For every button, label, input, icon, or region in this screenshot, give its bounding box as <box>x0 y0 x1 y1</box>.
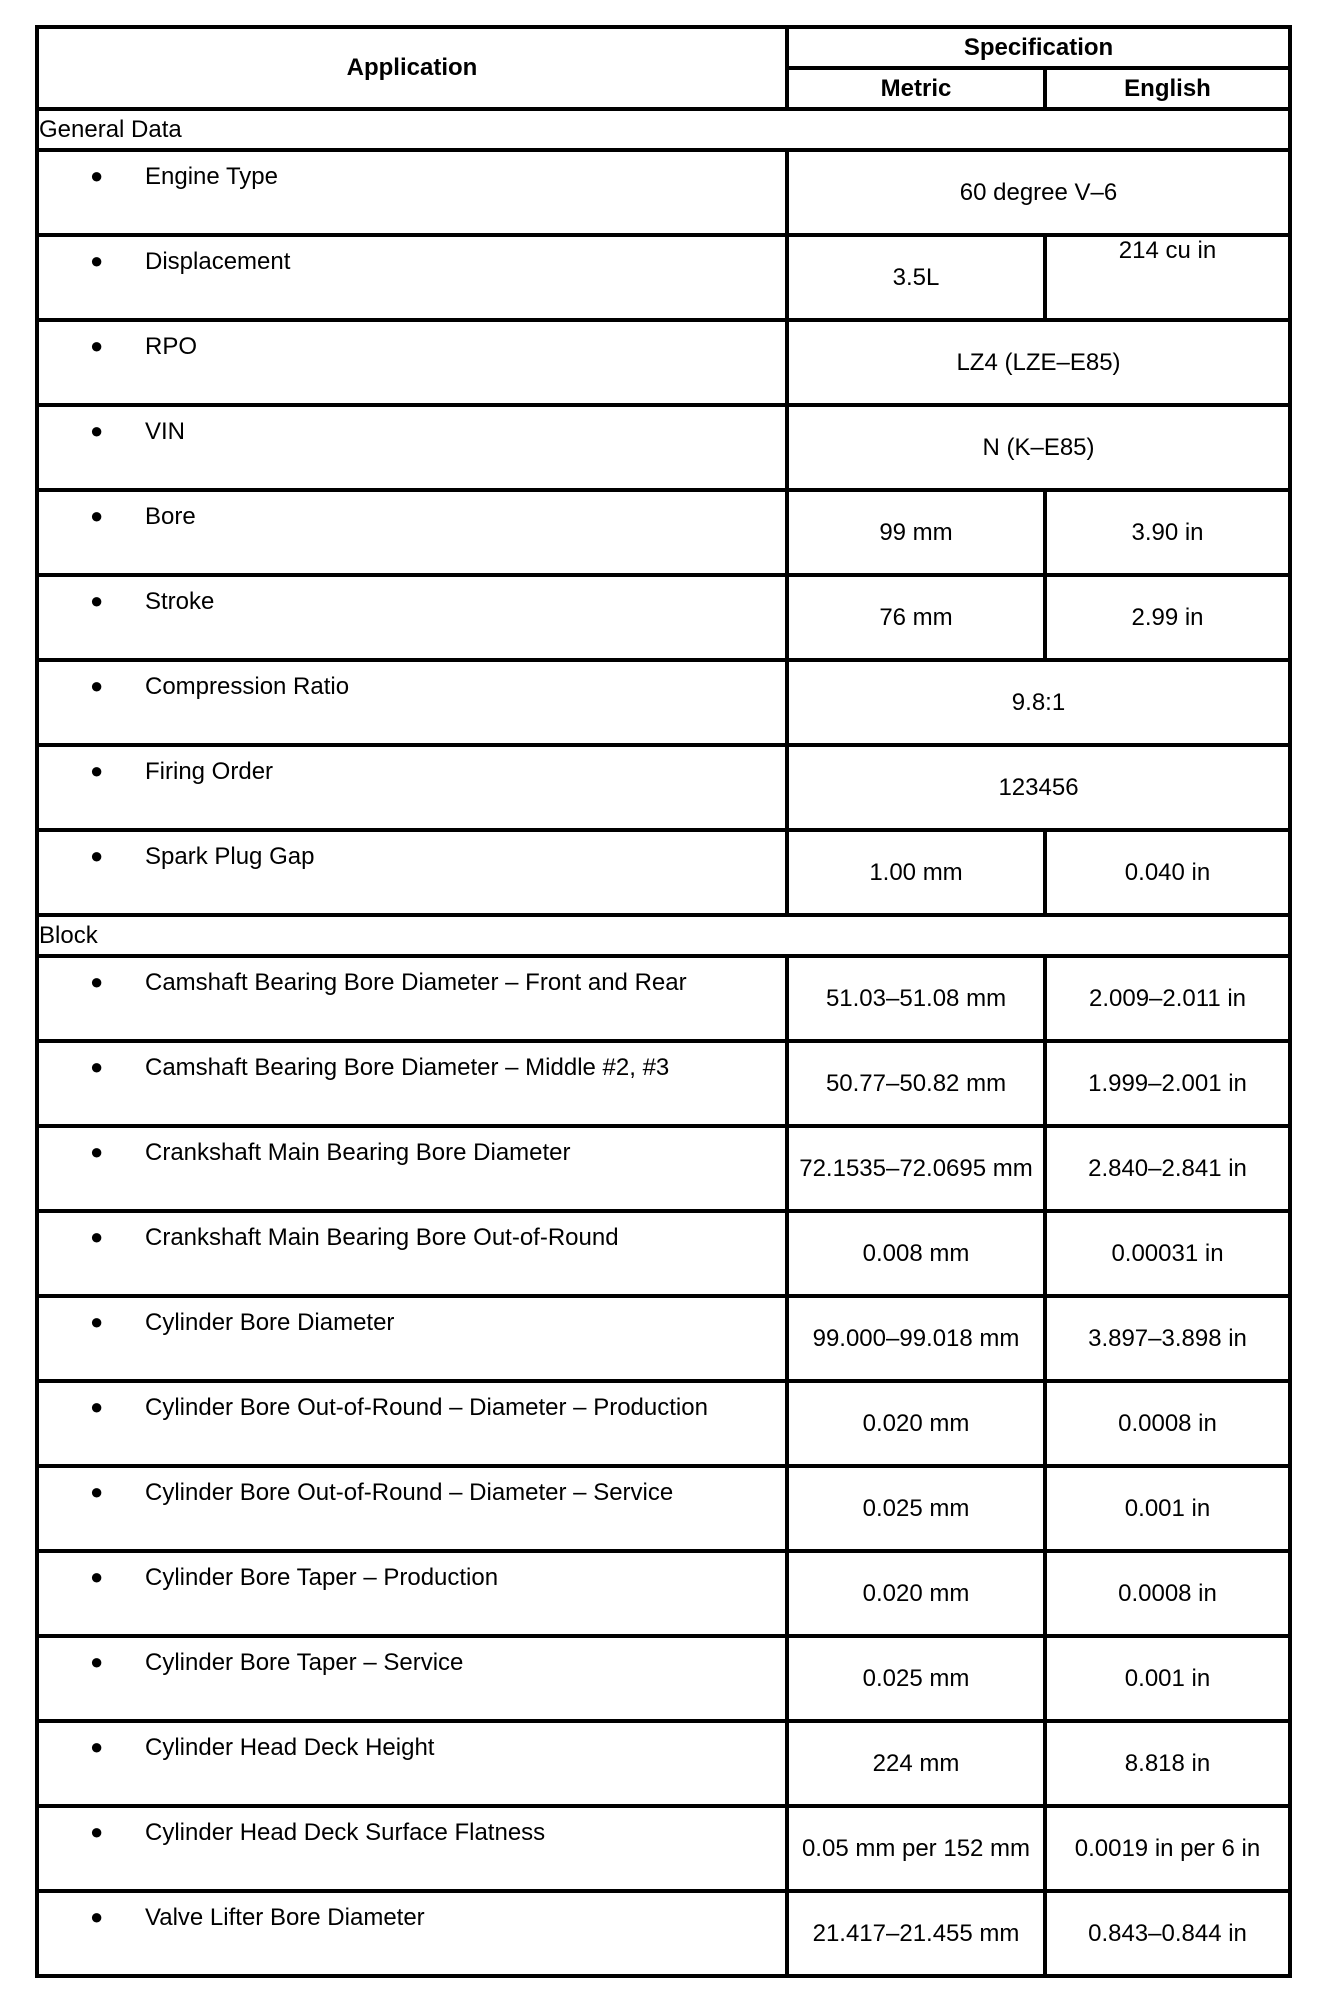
bullet-icon: ● <box>90 1734 104 1759</box>
table-row <box>37 575 1290 660</box>
english-value: 0.0008 in <box>1045 1551 1290 1636</box>
table-row <box>37 956 1290 1041</box>
application-cell <box>37 830 787 915</box>
engine-spec-table <box>35 25 1292 1978</box>
metric-value: 99.000–99.018 mm <box>787 1296 1045 1381</box>
english-value: 2.009–2.011 in <box>1045 956 1290 1041</box>
table-row <box>37 1551 1290 1636</box>
table-row <box>37 235 1290 320</box>
english-value: 214 cu in <box>1045 235 1290 320</box>
table-row <box>37 1296 1290 1381</box>
spec-value: 60 degree V–6 <box>787 150 1290 235</box>
bullet-icon: ● <box>90 1139 104 1164</box>
section-row <box>37 109 1290 150</box>
table-row <box>37 1041 1290 1126</box>
metric-value: 0.05 mm per 152 mm <box>787 1806 1045 1891</box>
row-label: Crankshaft Main Bearing Bore Out-of-Round <box>145 1224 619 1251</box>
bullet-icon: ● <box>90 588 104 613</box>
bullet-icon: ● <box>90 758 104 783</box>
row-label: Bore <box>145 503 196 530</box>
application-cell <box>37 1466 787 1551</box>
row-label: Spark Plug Gap <box>145 843 315 870</box>
row-label: Engine Type <box>145 163 278 190</box>
row-label: Displacement <box>145 248 291 275</box>
table-row <box>37 1211 1290 1296</box>
row-label: Cylinder Head Deck Height <box>145 1734 435 1761</box>
table-row <box>37 660 1290 745</box>
metric-value: 3.5L <box>787 235 1045 320</box>
application-cell <box>37 235 787 320</box>
metric-value: 0.020 mm <box>787 1381 1045 1466</box>
spec-value: LZ4 (LZE–E85) <box>787 320 1290 405</box>
english-value: 0.001 in <box>1045 1636 1290 1721</box>
english-value: 0.843–0.844 in <box>1045 1891 1290 1976</box>
row-label: Stroke <box>145 588 215 615</box>
bullet-icon: ● <box>90 1309 104 1334</box>
metric-value: 224 mm <box>787 1721 1045 1806</box>
table-row <box>37 1806 1290 1891</box>
row-label: VIN <box>145 418 186 445</box>
application-cell <box>37 1381 787 1466</box>
row-label: Valve Lifter Bore Diameter <box>145 1904 425 1931</box>
english-value: 0.001 in <box>1045 1466 1290 1551</box>
metric-value: 99 mm <box>787 490 1045 575</box>
table-row <box>37 150 1290 235</box>
metric-value: 50.77–50.82 mm <box>787 1041 1045 1126</box>
row-label: Cylinder Bore Out-of-Round – Diameter – Service <box>145 1479 674 1506</box>
application-cell <box>37 1211 787 1296</box>
application-cell <box>37 575 787 660</box>
english-value: 0.00031 in <box>1045 1211 1290 1296</box>
application-cell <box>37 745 787 830</box>
bullet-icon: ● <box>90 843 104 868</box>
table-row <box>37 830 1290 915</box>
bullet-icon: ● <box>90 1224 104 1249</box>
bullet-icon: ● <box>90 1394 104 1419</box>
application-cell <box>37 1721 787 1806</box>
bullet-icon: ● <box>90 248 104 273</box>
row-label: Firing Order <box>145 758 274 785</box>
metric-value: 0.008 mm <box>787 1211 1045 1296</box>
bullet-icon: ● <box>90 163 104 188</box>
metric-value: 51.03–51.08 mm <box>787 956 1045 1041</box>
table-row <box>37 405 1290 490</box>
english-value: 0.040 in <box>1045 830 1290 915</box>
application-header: Application <box>37 27 787 109</box>
bullet-icon: ● <box>90 418 104 443</box>
english-value: 2.99 in <box>1045 575 1290 660</box>
table-row <box>37 1891 1290 1976</box>
application-cell <box>37 490 787 575</box>
bullet-icon: ● <box>90 1819 104 1844</box>
metric-value: 0.025 mm <box>787 1636 1045 1721</box>
application-cell <box>37 1296 787 1381</box>
row-label: Cylinder Head Deck Surface Flatness <box>145 1819 546 1846</box>
english-value: 3.90 in <box>1045 490 1290 575</box>
metric-header: Metric <box>787 68 1045 109</box>
row-label: Camshaft Bearing Bore Diameter – Front and Rear <box>145 969 687 996</box>
section-row <box>37 915 1290 956</box>
application-cell <box>37 956 787 1041</box>
row-label: Cylinder Bore Taper – Production <box>145 1564 499 1591</box>
english-value: 1.999–2.001 in <box>1045 1041 1290 1126</box>
application-cell <box>37 1891 787 1976</box>
application-cell <box>37 1551 787 1636</box>
english-value: 0.0008 in <box>1045 1381 1290 1466</box>
application-cell <box>37 1636 787 1721</box>
application-cell <box>37 320 787 405</box>
bullet-icon: ● <box>90 1904 104 1929</box>
english-value: 0.0019 in per 6 in <box>1045 1806 1290 1891</box>
bullet-icon: ● <box>90 1649 104 1674</box>
table-row <box>37 1126 1290 1211</box>
spec-value: N (K–E85) <box>787 405 1290 490</box>
row-label: Crankshaft Main Bearing Bore Diameter <box>145 1139 571 1166</box>
spec-value: 9.8:1 <box>787 660 1290 745</box>
metric-value: 76 mm <box>787 575 1045 660</box>
english-header: English <box>1045 68 1290 109</box>
bullet-icon: ● <box>90 969 104 994</box>
table-row <box>37 320 1290 405</box>
bullet-icon: ● <box>90 503 104 528</box>
application-cell <box>37 150 787 235</box>
row-label: Cylinder Bore Diameter <box>145 1309 395 1336</box>
bullet-icon: ● <box>90 333 104 358</box>
metric-value: 21.417–21.455 mm <box>787 1891 1045 1976</box>
application-cell <box>37 1041 787 1126</box>
table-row <box>37 1466 1290 1551</box>
row-label: Camshaft Bearing Bore Diameter – Middle #2, #3 <box>145 1054 670 1081</box>
row-label: Cylinder Bore Taper – Service <box>145 1649 464 1676</box>
table-row <box>37 1636 1290 1721</box>
metric-value: 0.020 mm <box>787 1551 1045 1636</box>
row-label: Compression Ratio <box>145 673 350 700</box>
application-cell <box>37 1126 787 1211</box>
application-cell <box>37 660 787 745</box>
bullet-icon: ● <box>90 1054 104 1079</box>
english-value: 3.897–3.898 in <box>1045 1296 1290 1381</box>
english-value: 2.840–2.841 in <box>1045 1126 1290 1211</box>
section-title: Block <box>37 915 1290 956</box>
table-row <box>37 1721 1290 1806</box>
application-cell <box>37 1806 787 1891</box>
row-label: RPO <box>145 333 198 360</box>
table-row <box>37 1381 1290 1466</box>
section-title: General Data <box>37 109 1290 150</box>
metric-value: 72.1535–72.0695 mm <box>787 1126 1045 1211</box>
specification-header: Specification <box>787 27 1290 68</box>
metric-value: 1.00 mm <box>787 830 1045 915</box>
bullet-icon: ● <box>90 1479 104 1504</box>
application-cell <box>37 405 787 490</box>
english-value: 8.818 in <box>1045 1721 1290 1806</box>
table-row <box>37 745 1290 830</box>
bullet-icon: ● <box>90 673 104 698</box>
row-label: Cylinder Bore Out-of-Round – Diameter – Production <box>145 1394 708 1421</box>
spec-value: 123456 <box>787 745 1290 830</box>
metric-value: 0.025 mm <box>787 1466 1045 1551</box>
table-row <box>37 490 1290 575</box>
bullet-icon: ● <box>90 1564 104 1589</box>
